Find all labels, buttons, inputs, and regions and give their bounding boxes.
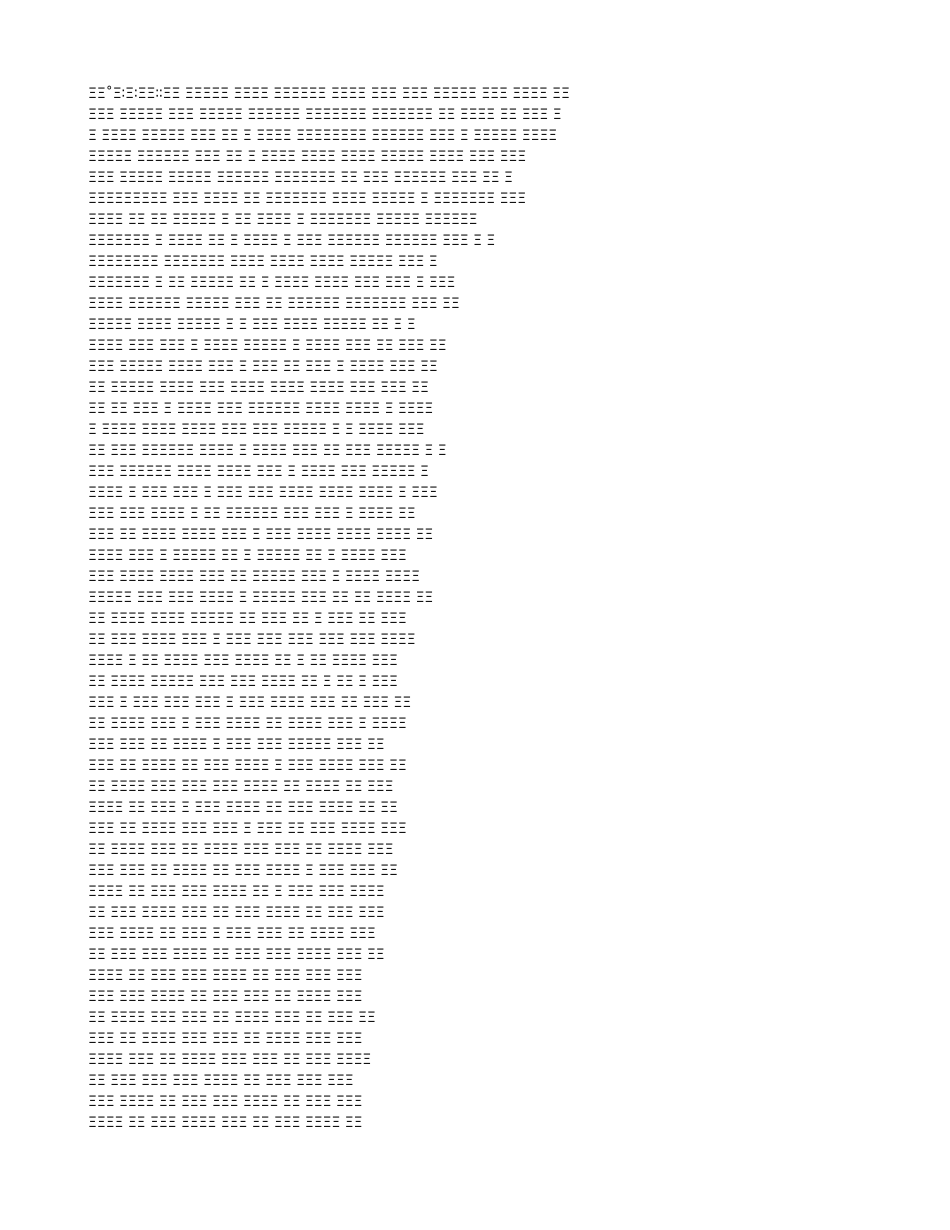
text-line: ΞΞΞΞ Ξ ΞΞ ΞΞΞΞ ΞΞΞ ΞΞΞΞ ΞΞ Ξ ΞΞ ΞΞΞΞ ΞΞΞ (88, 653, 398, 669)
text-line: ΞΞΞΞ ΞΞΞΞΞΞ ΞΞΞΞΞ ΞΞΞ ΞΞ ΞΞΞΞΞΞ ΞΞΞΞΞΞΞ ΞΞΞ ΞΞ (88, 296, 460, 312)
text-line: ΞΞ ΞΞΞΞΞ ΞΞΞΞ ΞΞΞ ΞΞΞΞ ΞΞΞΞ ΞΞΞΞ ΞΞΞ ΞΞΞ ΞΞ (88, 380, 429, 396)
text-line: ΞΞΞ ΞΞΞΞΞΞ ΞΞΞΞ ΞΞΞΞ ΞΞΞ Ξ ΞΞΞΞ ΞΞΞ ΞΞΞΞΞ Ξ (88, 464, 429, 480)
text-line: ΞΞΞΞ ΞΞ ΞΞΞ ΞΞΞ ΞΞΞΞ ΞΞ Ξ ΞΞΞ ΞΞΞ ΞΞΞΞ (88, 884, 385, 900)
text-line: ΞΞ ΞΞΞ ΞΞΞ ΞΞΞ ΞΞΞΞ ΞΞ ΞΞΞ ΞΞΞ ΞΞΞ (88, 1073, 354, 1089)
text-line: ΞΞΞΞ ΞΞΞ ΞΞ ΞΞΞΞ ΞΞΞ ΞΞΞ ΞΞ ΞΞΞ ΞΞΞΞ (88, 1052, 372, 1068)
text-line: ΞΞΞ ΞΞ ΞΞΞΞ ΞΞ ΞΞΞ ΞΞΞΞ Ξ ΞΞΞ ΞΞΞΞ ΞΞΞ ΞΞ (88, 758, 407, 774)
text-line: ΞΞΞΞΞΞΞΞ ΞΞΞΞΞΞΞ ΞΞΞΞ ΞΞΞΞ ΞΞΞΞ ΞΞΞΞΞ ΞΞΞ Ξ (88, 254, 438, 270)
text-line: Ξ ΞΞΞΞ ΞΞΞΞΞ ΞΞΞ ΞΞ Ξ ΞΞΞΞ ΞΞΞΞΞΞΞΞ ΞΞΞΞΞΞ ΞΞΞ Ξ ΞΞΞΞΞ ΞΞΞΞ (88, 128, 558, 144)
text-line: ΞΞ ΞΞΞΞ ΞΞΞ Ξ ΞΞΞ ΞΞΞΞ ΞΞ ΞΞΞΞ ΞΞΞ Ξ ΞΞΞΞ (88, 716, 407, 732)
text-line: Ξ ΞΞΞΞ ΞΞΞΞ ΞΞΞΞ ΞΞΞ ΞΞΞ ΞΞΞΞΞ Ξ Ξ ΞΞΞΞ ΞΞΞ (88, 422, 425, 438)
text-line: ΞΞ ΞΞΞΞ ΞΞΞ ΞΞΞ ΞΞΞ ΞΞΞΞ ΞΞ ΞΞΞΞ ΞΞ ΞΞΞ (88, 779, 394, 795)
text-line: ΞΞΞ ΞΞΞΞΞ ΞΞΞΞΞ ΞΞΞΞΞΞ ΞΞΞΞΞΞΞ ΞΞ ΞΞΞ ΞΞΞΞΞΞ ΞΞΞ ΞΞ Ξ (88, 170, 513, 186)
text-line: ΞΞ ΞΞΞ ΞΞΞΞΞΞ ΞΞΞΞ Ξ ΞΞΞΞ ΞΞΞ ΞΞ ΞΞΞ ΞΞΞΞΞ Ξ Ξ (88, 443, 447, 459)
document-body (88, 84, 868, 1134)
text-line: ΞΞΞ ΞΞΞΞ ΞΞ ΞΞΞ ΞΞΞ ΞΞΞΞ ΞΞ ΞΞΞ ΞΞΞ (88, 1094, 363, 1110)
text-line: ΞΞ ΞΞΞΞ ΞΞΞΞ ΞΞΞΞΞ ΞΞ ΞΞΞ ΞΞ Ξ ΞΞΞ ΞΞ ΞΞΞ (88, 611, 407, 627)
text-line: ΞΞΞ ΞΞΞΞΞ ΞΞΞΞ ΞΞΞ Ξ ΞΞΞ ΞΞ ΞΞΞ Ξ ΞΞΞΞ ΞΞΞ ΞΞ (88, 359, 438, 375)
text-line: ΞΞΞ Ξ ΞΞΞ ΞΞΞ ΞΞΞ Ξ ΞΞΞ ΞΞΞΞ ΞΞΞ ΞΞ ΞΞΞ ΞΞ (88, 695, 412, 711)
text-line: ΞΞΞ ΞΞ ΞΞΞΞ ΞΞΞΞ ΞΞΞ Ξ ΞΞΞ ΞΞΞΞ ΞΞΞΞ ΞΞΞΞ ΞΞ (88, 527, 434, 543)
text-line: ΞΞΞΞ ΞΞΞ ΞΞΞ Ξ ΞΞΞΞ ΞΞΞΞΞ Ξ ΞΞΞΞ ΞΞΞ ΞΞ ΞΞΞ ΞΞ (88, 338, 447, 354)
text-line: ΞΞΞΞ ΞΞ ΞΞΞ ΞΞΞ ΞΞΞΞ ΞΞ ΞΞΞ ΞΞΞ ΞΞΞ (88, 968, 363, 984)
text-line: ΞΞΞΞΞΞΞΞΞ ΞΞΞ ΞΞΞΞ ΞΞ ΞΞΞΞΞΞΞ ΞΞΞΞ ΞΞΞΞΞ Ξ ΞΞΞΞΞΞΞ ΞΞΞ (88, 191, 527, 207)
text-line: ΞΞ ΞΞΞ ΞΞΞ ΞΞΞΞ ΞΞ ΞΞΞ ΞΞΞ ΞΞΞΞ ΞΞΞ ΞΞ (88, 947, 385, 963)
text-line: ΞΞΞΞ ΞΞ ΞΞΞ Ξ ΞΞΞ ΞΞΞΞ ΞΞ ΞΞΞ ΞΞΞΞ ΞΞ ΞΞ (88, 800, 398, 816)
text-line: ΞΞΞΞΞ ΞΞΞΞΞΞ ΞΞΞ ΞΞ Ξ ΞΞΞΞ ΞΞΞΞ ΞΞΞΞ ΞΞΞΞΞ ΞΞΞΞ ΞΞΞ ΞΞΞ (88, 149, 527, 165)
text-line: ΞΞ˚Ξ∶Ξ∶ΞΞ∶∶ΞΞ ΞΞΞΞΞ ΞΞΞΞ ΞΞΞΞΞΞ ΞΞΞΞ ΞΞΞ ΞΞΞ ΞΞΞΞΞ ΞΞΞ ΞΞΞΞ ΞΞ (88, 86, 570, 102)
text-line: ΞΞΞ ΞΞΞ ΞΞΞΞ ΞΞ ΞΞΞ ΞΞΞ ΞΞ ΞΞΞΞ ΞΞΞ (88, 989, 363, 1005)
text-line: ΞΞΞ ΞΞ ΞΞΞΞ ΞΞΞ ΞΞΞ ΞΞ ΞΞΞΞ ΞΞΞ ΞΞΞ (88, 1031, 363, 1047)
text-line: ΞΞΞ ΞΞΞΞ ΞΞΞΞ ΞΞΞ ΞΞ ΞΞΞΞΞ ΞΞΞ Ξ ΞΞΞΞ ΞΞΞΞ (88, 569, 420, 585)
text-line: ΞΞΞΞ ΞΞ ΞΞ ΞΞΞΞΞ Ξ ΞΞ ΞΞΞΞ Ξ ΞΞΞΞΞΞΞ ΞΞΞΞΞ ΞΞΞΞΞΞ (88, 212, 478, 228)
text-line: ΞΞΞΞ Ξ ΞΞΞ ΞΞΞ Ξ ΞΞΞ ΞΞΞ ΞΞΞΞ ΞΞΞΞ ΞΞΞΞ Ξ ΞΞΞ (88, 485, 438, 501)
text-line: ΞΞΞΞΞ ΞΞΞΞ ΞΞΞΞΞ Ξ Ξ ΞΞΞ ΞΞΞΞ ΞΞΞΞΞ ΞΞ Ξ Ξ (88, 317, 416, 333)
text-line: ΞΞΞΞΞΞΞ Ξ ΞΞ ΞΞΞΞΞ ΞΞ Ξ ΞΞΞΞ ΞΞΞΞ ΞΞΞ ΞΞΞ Ξ ΞΞΞ (88, 275, 456, 291)
text-line: ΞΞΞΞ ΞΞ ΞΞΞ ΞΞΞΞ ΞΞΞ ΞΞ ΞΞΞ ΞΞΞΞ ΞΞ (88, 1115, 363, 1131)
text-line: ΞΞ ΞΞΞΞ ΞΞΞ ΞΞΞ ΞΞ ΞΞΞΞ ΞΞΞ ΞΞ ΞΞΞ ΞΞ (88, 1010, 376, 1026)
text-line: ΞΞ ΞΞΞΞ ΞΞΞΞΞ ΞΞΞ ΞΞΞ ΞΞΞΞ ΞΞ Ξ ΞΞ Ξ ΞΞΞ (88, 674, 398, 690)
text-line: ΞΞΞ ΞΞ ΞΞΞΞ ΞΞΞ ΞΞΞ Ξ ΞΞΞ ΞΞ ΞΞΞ ΞΞΞΞ ΞΞΞ (88, 821, 407, 837)
text-line: ΞΞ ΞΞΞ ΞΞΞΞ ΞΞΞ ΞΞ ΞΞΞ ΞΞΞΞ ΞΞ ΞΞΞ ΞΞΞ (88, 905, 385, 921)
text-line: ΞΞ ΞΞΞ ΞΞΞΞ ΞΞΞ Ξ ΞΞΞ ΞΞΞ ΞΞΞ ΞΞΞ ΞΞΞ ΞΞΞΞ (88, 632, 416, 648)
text-line: ΞΞΞ ΞΞΞ ΞΞΞΞ Ξ ΞΞ ΞΞΞΞΞΞ ΞΞΞ ΞΞΞ Ξ ΞΞΞΞ ΞΞ (88, 506, 416, 522)
text-line: ΞΞ ΞΞΞΞ ΞΞΞ ΞΞ ΞΞΞΞ ΞΞΞ ΞΞΞ ΞΞ ΞΞΞΞ ΞΞΞ (88, 842, 394, 858)
text-line: ΞΞ ΞΞ ΞΞΞ Ξ ΞΞΞΞ ΞΞΞ ΞΞΞΞΞΞ ΞΞΞΞ ΞΞΞΞ Ξ ΞΞΞΞ (88, 401, 434, 417)
text-line: ΞΞΞ ΞΞΞΞΞ ΞΞΞ ΞΞΞΞΞ ΞΞΞΞΞΞ ΞΞΞΞΞΞΞ ΞΞΞΞΞΞΞ ΞΞ ΞΞΞΞ ΞΞ ΞΞΞ Ξ (88, 107, 562, 123)
text-line: ΞΞΞ ΞΞΞΞ ΞΞ ΞΞΞ Ξ ΞΞΞ ΞΞΞ ΞΞ ΞΞΞΞ ΞΞΞ (88, 926, 376, 942)
text-line: ΞΞΞΞΞΞΞ Ξ ΞΞΞΞ ΞΞ Ξ ΞΞΞΞ Ξ ΞΞΞ ΞΞΞΞΞΞ ΞΞΞΞΞΞ ΞΞΞ Ξ Ξ (88, 233, 496, 249)
text-line: ΞΞΞΞΞ ΞΞΞ ΞΞΞ ΞΞΞΞ Ξ ΞΞΞΞΞ ΞΞΞ ΞΞ ΞΞ ΞΞΞΞ ΞΞ (88, 590, 434, 606)
text-line: ΞΞΞ ΞΞΞ ΞΞ ΞΞΞΞ ΞΞ ΞΞΞ ΞΞΞΞ Ξ ΞΞΞ ΞΞΞ ΞΞ (88, 863, 398, 879)
text-line: ΞΞΞΞ ΞΞΞ Ξ ΞΞΞΞΞ ΞΞ Ξ ΞΞΞΞΞ ΞΞ Ξ ΞΞΞΞ ΞΞΞ (88, 548, 407, 564)
text-line: ΞΞΞ ΞΞΞ ΞΞ ΞΞΞΞ Ξ ΞΞΞ ΞΞΞ ΞΞΞΞΞ ΞΞΞ ΞΞ (88, 737, 385, 753)
